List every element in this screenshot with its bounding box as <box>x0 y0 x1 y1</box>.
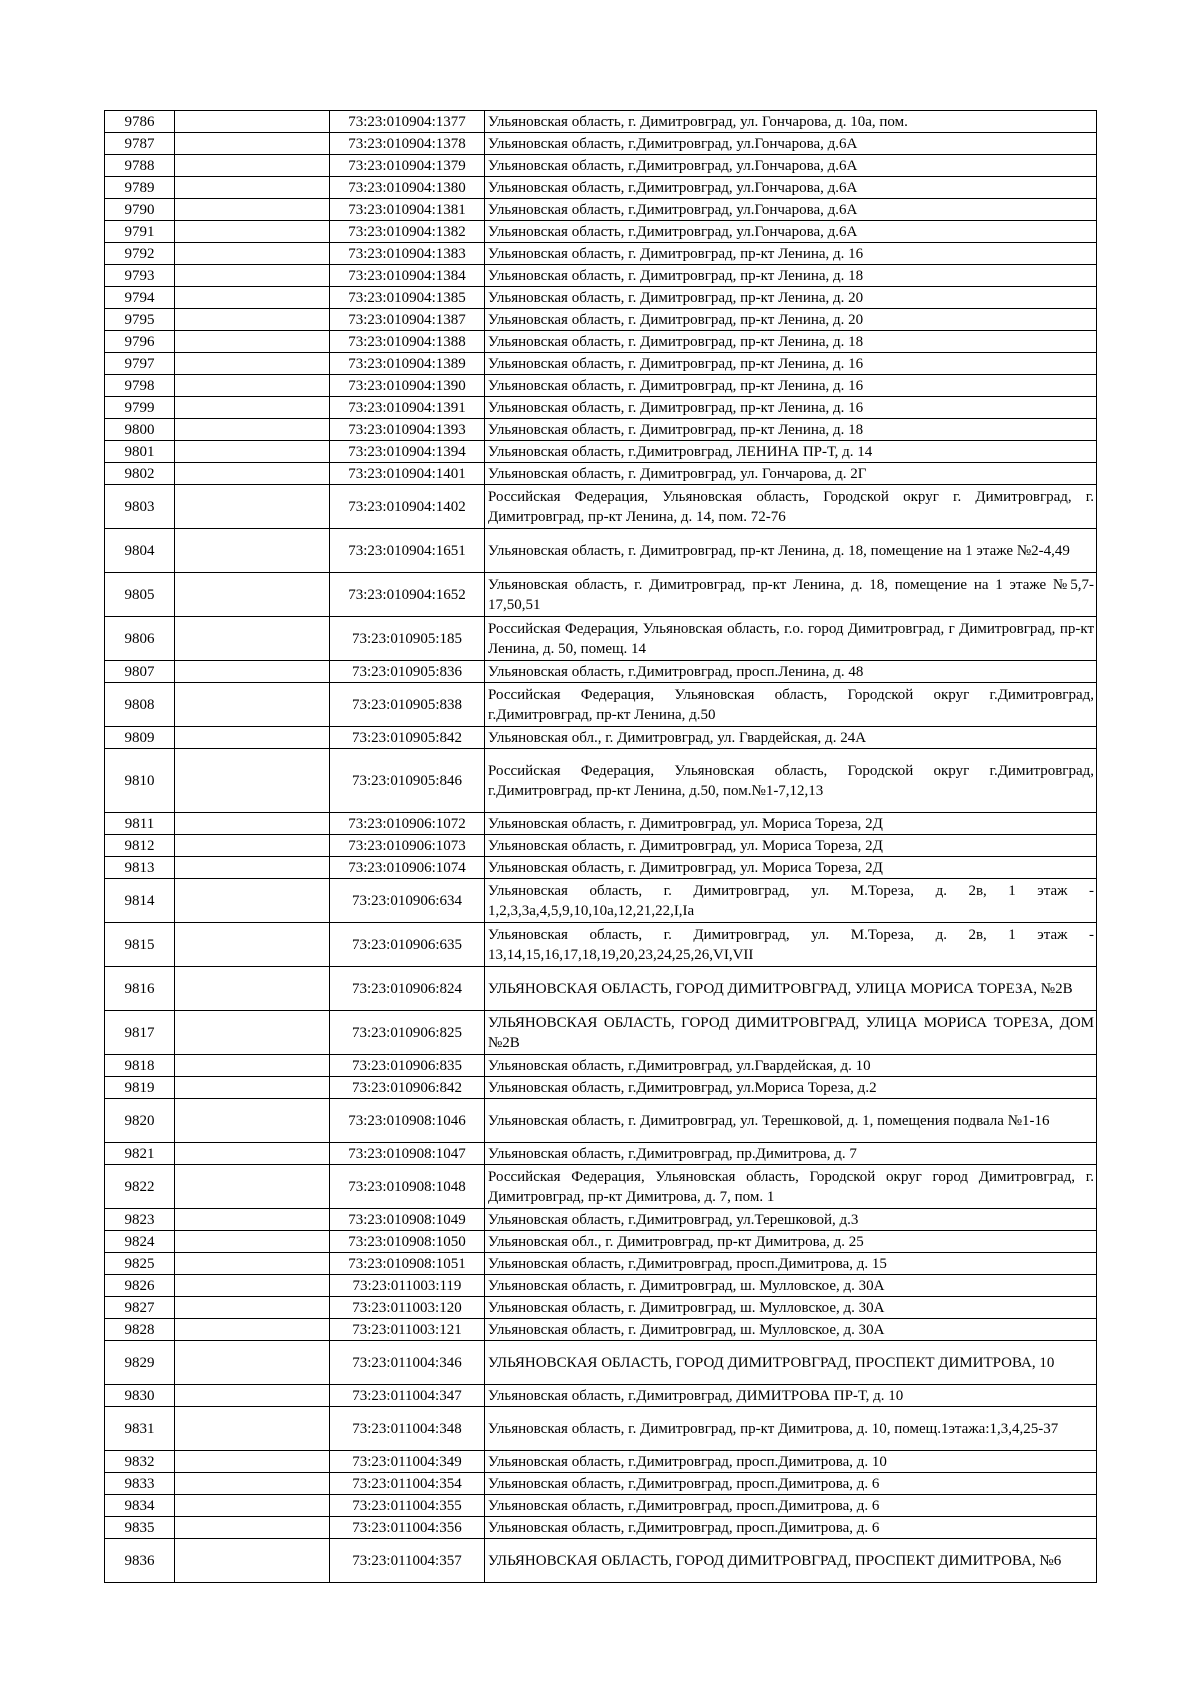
empty-cell <box>175 1319 330 1341</box>
row-number-cell: 9798 <box>105 375 175 397</box>
empty-cell <box>175 331 330 353</box>
row-number-cell: 9804 <box>105 529 175 573</box>
address-cell: Ульяновская область, г. Димитровград, пр-кт Ленина, д. 16 <box>485 375 1097 397</box>
empty-cell <box>175 111 330 133</box>
table-row <box>105 155 1097 177</box>
address-cell: Ульяновская обл., г. Димитровград, ул. Гвардейская, д. 24А <box>485 727 1097 749</box>
empty-cell <box>175 221 330 243</box>
row-number-cell: 9801 <box>105 441 175 463</box>
empty-cell <box>175 749 330 813</box>
row-number-cell: 9794 <box>105 287 175 309</box>
row-number-cell: 9788 <box>105 155 175 177</box>
empty-cell <box>175 265 330 287</box>
address-cell: Ульяновская область, г.Димитровград, просп.Димитрова, д. 15 <box>485 1253 1097 1275</box>
address-cell: Ульяновская область, г. Димитровград, ш. Мулловское, д. 30А <box>485 1319 1097 1341</box>
cadastral-number-cell: 73:23:010905:838 <box>330 683 485 727</box>
address-cell: Ульяновская область, г. Димитровград, пр-кт Ленина, д. 16 <box>485 353 1097 375</box>
address-cell: Ульяновская область, г.Димитровград, ул.Мориса Тореза, д.2 <box>485 1077 1097 1099</box>
row-number-cell: 9805 <box>105 573 175 617</box>
row-number-cell: 9786 <box>105 111 175 133</box>
cadastral-number-cell: 73:23:011004:357 <box>330 1539 485 1583</box>
address-cell: Ульяновская область, г. Димитровград, пр-кт Димитрова, д. 10, помещ.1этажа:1,3,4,25-37 <box>485 1407 1097 1451</box>
cadastral-number-cell: 73:23:010904:1377 <box>330 111 485 133</box>
address-cell: Ульяновская область, г.Димитровград, ул.Терешковой, д.3 <box>485 1209 1097 1231</box>
cadastral-number-cell: 73:23:010904:1401 <box>330 463 485 485</box>
row-number-cell: 9825 <box>105 1253 175 1275</box>
table-row <box>105 813 1097 835</box>
address-cell: Ульяновская область, г.Димитровград, просп.Димитрова, д. 6 <box>485 1495 1097 1517</box>
table-row <box>105 879 1097 923</box>
address-cell: Ульяновская область, г. Димитровград, ул. М.Тореза, д. 2в, 1 этаж - 13,14,15,16,17,18,19,20,23,24,25,26,VI,VII <box>485 923 1097 967</box>
table-row <box>105 617 1097 661</box>
address-cell: Ульяновская область, г.Димитровград, ул.Гончарова, д.6А <box>485 221 1097 243</box>
row-number-cell: 9808 <box>105 683 175 727</box>
row-number-cell: 9789 <box>105 177 175 199</box>
empty-cell <box>175 1209 330 1231</box>
row-number-cell: 9799 <box>105 397 175 419</box>
row-number-cell: 9834 <box>105 1495 175 1517</box>
empty-cell <box>175 857 330 879</box>
address-cell: Ульяновская область, г.Димитровград, просп.Димитрова, д. 6 <box>485 1517 1097 1539</box>
table-row <box>105 463 1097 485</box>
table-row <box>105 1099 1097 1143</box>
table-row <box>105 1473 1097 1495</box>
empty-cell <box>175 683 330 727</box>
address-cell: Ульяновская область, г. Димитровград, ул. Мориса Тореза, 2Д <box>485 835 1097 857</box>
table-row <box>105 683 1097 727</box>
cadastral-number-cell: 73:23:010906:634 <box>330 879 485 923</box>
cadastral-number-cell: 73:23:010904:1378 <box>330 133 485 155</box>
table-row <box>105 1385 1097 1407</box>
cadastral-number-cell: 73:23:010908:1049 <box>330 1209 485 1231</box>
empty-cell <box>175 661 330 683</box>
row-number-cell: 9824 <box>105 1231 175 1253</box>
table-row <box>105 133 1097 155</box>
row-number-cell: 9812 <box>105 835 175 857</box>
cadastral-number-cell: 73:23:010906:1074 <box>330 857 485 879</box>
address-cell: Ульяновская область, г. Димитровград, ул. Гончарова, д. 10а, пом. <box>485 111 1097 133</box>
row-number-cell: 9829 <box>105 1341 175 1385</box>
address-cell: Ульяновская область, г. Димитровград, ш. Мулловское, д. 30А <box>485 1275 1097 1297</box>
table-row <box>105 243 1097 265</box>
table-row <box>105 1297 1097 1319</box>
row-number-cell: 9820 <box>105 1099 175 1143</box>
table-row <box>105 397 1097 419</box>
empty-cell <box>175 441 330 463</box>
table-row <box>105 1517 1097 1539</box>
table-row <box>105 1253 1097 1275</box>
table-row <box>105 1341 1097 1385</box>
cadastral-number-cell: 73:23:011004:348 <box>330 1407 485 1451</box>
cadastral-number-cell: 73:23:010905:846 <box>330 749 485 813</box>
empty-cell <box>175 375 330 397</box>
address-cell: Ульяновская область, г.Димитровград, ул.Гвардейская, д. 10 <box>485 1055 1097 1077</box>
empty-cell <box>175 287 330 309</box>
row-number-cell: 9796 <box>105 331 175 353</box>
address-cell: Российская Федерация, Ульяновская область, Городской округ г. Димитровград, г. Димитровград, пр-кт Ленина, д. 14, пом. 72-76 <box>485 485 1097 529</box>
table-row <box>105 1275 1097 1297</box>
address-cell: Ульяновская область, г.Димитровград, просп.Димитрова, д. 10 <box>485 1451 1097 1473</box>
cadastral-number-cell: 73:23:010904:1385 <box>330 287 485 309</box>
table-row <box>105 573 1097 617</box>
address-cell: Ульяновская область, г. Димитровград, пр-кт Ленина, д. 18, помещение на 1 этаже №2-4,49 <box>485 529 1097 573</box>
empty-cell <box>175 835 330 857</box>
empty-cell <box>175 133 330 155</box>
cadastral-number-cell: 73:23:010905:185 <box>330 617 485 661</box>
address-cell: Ульяновская область, г.Димитровград, ЛЕНИНА ПР-Т, д. 14 <box>485 441 1097 463</box>
empty-cell <box>175 617 330 661</box>
table-row <box>105 441 1097 463</box>
table-row <box>105 1231 1097 1253</box>
cadastral-number-cell: 73:23:010906:635 <box>330 923 485 967</box>
table-row <box>105 375 1097 397</box>
empty-cell <box>175 1407 330 1451</box>
row-number-cell: 9821 <box>105 1143 175 1165</box>
table-row <box>105 287 1097 309</box>
cadastral-number-cell: 73:23:010904:1389 <box>330 353 485 375</box>
table-row <box>105 749 1097 813</box>
empty-cell <box>175 1253 330 1275</box>
empty-cell <box>175 1275 330 1297</box>
empty-cell <box>175 177 330 199</box>
cadastral-number-cell: 73:23:011003:120 <box>330 1297 485 1319</box>
empty-cell <box>175 419 330 441</box>
cadastral-number-cell: 73:23:011003:121 <box>330 1319 485 1341</box>
cadastral-number-cell: 73:23:010906:1073 <box>330 835 485 857</box>
row-number-cell: 9826 <box>105 1275 175 1297</box>
cadastral-number-cell: 73:23:010908:1051 <box>330 1253 485 1275</box>
table-row <box>105 857 1097 879</box>
empty-cell <box>175 155 330 177</box>
row-number-cell: 9791 <box>105 221 175 243</box>
row-number-cell: 9807 <box>105 661 175 683</box>
address-cell: УЛЬЯНОВСКАЯ ОБЛАСТЬ, ГОРОД ДИМИТРОВГРАД, ПРОСПЕКТ ДИМИТРОВА, №6 <box>485 1539 1097 1583</box>
row-number-cell: 9797 <box>105 353 175 375</box>
table-row <box>105 1407 1097 1451</box>
table-row <box>105 967 1097 1011</box>
address-cell: Ульяновская область, г. Димитровград, ул. Мориса Тореза, 2Д <box>485 813 1097 835</box>
table-row <box>105 485 1097 529</box>
table-row <box>105 1143 1097 1165</box>
address-cell: Ульяновская область, г. Димитровград, пр-кт Ленина, д. 18 <box>485 419 1097 441</box>
address-cell: Ульяновская область, г. Димитровград, пр-кт Ленина, д. 18 <box>485 265 1097 287</box>
cadastral-number-cell: 73:23:010906:835 <box>330 1055 485 1077</box>
row-number-cell: 9792 <box>105 243 175 265</box>
row-number-cell: 9819 <box>105 1077 175 1099</box>
cadastral-number-cell: 73:23:010908:1050 <box>330 1231 485 1253</box>
table-row <box>105 353 1097 375</box>
empty-cell <box>175 727 330 749</box>
row-number-cell: 9809 <box>105 727 175 749</box>
cadastral-number-cell: 73:23:010905:836 <box>330 661 485 683</box>
table-row <box>105 331 1097 353</box>
cadastral-number-cell: 73:23:010904:1384 <box>330 265 485 287</box>
table-row <box>105 661 1097 683</box>
table-row <box>105 1451 1097 1473</box>
row-number-cell: 9818 <box>105 1055 175 1077</box>
empty-cell <box>175 529 330 573</box>
row-number-cell: 9793 <box>105 265 175 287</box>
table-row <box>105 1319 1097 1341</box>
address-cell: Ульяновская область, г. Димитровград, пр-кт Ленина, д. 20 <box>485 309 1097 331</box>
row-number-cell: 9814 <box>105 879 175 923</box>
table-row <box>105 835 1097 857</box>
row-number-cell: 9830 <box>105 1385 175 1407</box>
empty-cell <box>175 1539 330 1583</box>
table-row <box>105 265 1097 287</box>
empty-cell <box>175 353 330 375</box>
cadastral-number-cell: 73:23:010904:1382 <box>330 221 485 243</box>
address-cell: Ульяновская область, г.Димитровград, просп.Димитрова, д. 6 <box>485 1473 1097 1495</box>
empty-cell <box>175 1385 330 1407</box>
cadastral-number-cell: 73:23:010906:842 <box>330 1077 485 1099</box>
cadastral-number-cell: 73:23:010904:1388 <box>330 331 485 353</box>
empty-cell <box>175 463 330 485</box>
cadastral-number-cell: 73:23:010905:842 <box>330 727 485 749</box>
cadastral-number-cell: 73:23:010908:1047 <box>330 1143 485 1165</box>
cadastral-number-cell: 73:23:011004:356 <box>330 1517 485 1539</box>
empty-cell <box>175 1297 330 1319</box>
address-cell: Ульяновская область, г. Димитровград, пр-кт Ленина, д. 18, помещение на 1 этаже №5,7-17,50,51 <box>485 573 1097 617</box>
table-row <box>105 199 1097 221</box>
table-row <box>105 177 1097 199</box>
row-number-cell: 9822 <box>105 1165 175 1209</box>
row-number-cell: 9832 <box>105 1451 175 1473</box>
empty-cell <box>175 1143 330 1165</box>
cadastral-number-cell: 73:23:010906:1072 <box>330 813 485 835</box>
address-cell: УЛЬЯНОВСКАЯ ОБЛАСТЬ, ГОРОД ДИМИТРОВГРАД, УЛИЦА МОРИСА ТОРЕЗА, ДОМ №2В <box>485 1011 1097 1055</box>
empty-cell <box>175 923 330 967</box>
cadastral-number-cell: 73:23:010904:1394 <box>330 441 485 463</box>
empty-cell <box>175 485 330 529</box>
empty-cell <box>175 879 330 923</box>
cadastral-number-cell: 73:23:010904:1402 <box>330 485 485 529</box>
empty-cell <box>175 199 330 221</box>
empty-cell <box>175 1011 330 1055</box>
cadastral-number-cell: 73:23:010904:1383 <box>330 243 485 265</box>
row-number-cell: 9803 <box>105 485 175 529</box>
address-cell: Ульяновская область, г. Димитровград, пр-кт Ленина, д. 18 <box>485 331 1097 353</box>
address-cell: Ульяновская область, г. Димитровград, пр-кт Ленина, д. 20 <box>485 287 1097 309</box>
address-cell: Ульяновская область, г. Димитровград, ул. Гончарова, д. 2Г <box>485 463 1097 485</box>
cadastral-number-cell: 73:23:011003:119 <box>330 1275 485 1297</box>
empty-cell <box>175 243 330 265</box>
address-cell: Ульяновская область, г.Димитровград, ул.Гончарова, д.6А <box>485 199 1097 221</box>
address-cell: Ульяновская область, г.Димитровград, ул.Гончарова, д.6А <box>485 155 1097 177</box>
address-cell: Ульяновская обл., г. Димитровград, пр-кт Димитрова, д. 25 <box>485 1231 1097 1253</box>
row-number-cell: 9817 <box>105 1011 175 1055</box>
row-number-cell: 9811 <box>105 813 175 835</box>
row-number-cell: 9800 <box>105 419 175 441</box>
empty-cell <box>175 813 330 835</box>
row-number-cell: 9802 <box>105 463 175 485</box>
cadastral-number-cell: 73:23:010904:1381 <box>330 199 485 221</box>
register-body <box>105 111 1097 1583</box>
address-cell: Российская Федерация, Ульяновская область, г.о. город Димитровград, г Димитровград, пр-кт Ленина, д. 50, помещ. 14 <box>485 617 1097 661</box>
address-cell: Российская Федерация, Ульяновская область, Городской округ город Димитровград, г. Димитровград, пр-кт Димитрова, д. 7, пом. 1 <box>485 1165 1097 1209</box>
cadastral-number-cell: 73:23:010904:1393 <box>330 419 485 441</box>
table-row <box>105 309 1097 331</box>
empty-cell <box>175 1495 330 1517</box>
address-cell: Российская Федерация, Ульяновская область, Городской округ г.Димитровград, г.Димитровград, пр-кт Ленина, д.50, пом.№1-7,12,13 <box>485 749 1097 813</box>
table-row <box>105 1495 1097 1517</box>
table-row <box>105 221 1097 243</box>
empty-cell <box>175 1517 330 1539</box>
table-row <box>105 1209 1097 1231</box>
empty-cell <box>175 1055 330 1077</box>
cadastral-number-cell: 73:23:010904:1390 <box>330 375 485 397</box>
cadastral-number-cell: 73:23:010908:1048 <box>330 1165 485 1209</box>
cadastral-number-cell: 73:23:010904:1379 <box>330 155 485 177</box>
cadastral-number-cell: 73:23:011004:347 <box>330 1385 485 1407</box>
row-number-cell: 9823 <box>105 1209 175 1231</box>
empty-cell <box>175 1165 330 1209</box>
address-cell: Российская Федерация, Ульяновская область, Городской округ г.Димитровград, г.Димитровград, пр-кт Ленина, д.50 <box>485 683 1097 727</box>
cadastral-number-cell: 73:23:010904:1651 <box>330 529 485 573</box>
empty-cell <box>175 1341 330 1385</box>
table-row <box>105 529 1097 573</box>
cadastral-number-cell: 73:23:011004:349 <box>330 1451 485 1473</box>
table-row <box>105 419 1097 441</box>
empty-cell <box>175 309 330 331</box>
empty-cell <box>175 397 330 419</box>
table-row <box>105 111 1097 133</box>
address-cell: Ульяновская область, г.Димитровград, ул.Гончарова, д.6А <box>485 177 1097 199</box>
address-cell: Ульяновская область, г. Димитровград, ул. Терешковой, д. 1, помещения подвала №1-16 <box>485 1099 1097 1143</box>
row-number-cell: 9828 <box>105 1319 175 1341</box>
table-row <box>105 1077 1097 1099</box>
address-cell: Ульяновская область, г. Димитровград, пр-кт Ленина, д. 16 <box>485 397 1097 419</box>
cadastral-number-cell: 73:23:010906:825 <box>330 1011 485 1055</box>
empty-cell <box>175 1473 330 1495</box>
row-number-cell: 9827 <box>105 1297 175 1319</box>
row-number-cell: 9835 <box>105 1517 175 1539</box>
cadastral-number-cell: 73:23:010904:1387 <box>330 309 485 331</box>
property-register-table <box>104 110 1097 1583</box>
empty-cell <box>175 1099 330 1143</box>
address-cell: Ульяновская область, г.Димитровград, пр.Димитрова, д. 7 <box>485 1143 1097 1165</box>
row-number-cell: 9815 <box>105 923 175 967</box>
cadastral-number-cell: 73:23:011004:354 <box>330 1473 485 1495</box>
address-cell: Ульяновская область, г.Димитровград, просп.Ленина, д. 48 <box>485 661 1097 683</box>
cadastral-number-cell: 73:23:010906:824 <box>330 967 485 1011</box>
cadastral-number-cell: 73:23:010904:1380 <box>330 177 485 199</box>
address-cell: УЛЬЯНОВСКАЯ ОБЛАСТЬ, ГОРОД ДИМИТРОВГРАД, ПРОСПЕКТ ДИМИТРОВА, 10 <box>485 1341 1097 1385</box>
address-cell: Ульяновская область, г. Димитровград, ш. Мулловское, д. 30А <box>485 1297 1097 1319</box>
empty-cell <box>175 1451 330 1473</box>
row-number-cell: 9813 <box>105 857 175 879</box>
table-row <box>105 1539 1097 1583</box>
empty-cell <box>175 1077 330 1099</box>
address-cell: Ульяновская область, г. Димитровград, ул. М.Тореза, д. 2в, 1 этаж - 1,2,3,3а,4,5,9,10,10а,12,21,22,I,Ia <box>485 879 1097 923</box>
row-number-cell: 9816 <box>105 967 175 1011</box>
table-row <box>105 727 1097 749</box>
row-number-cell: 9831 <box>105 1407 175 1451</box>
table-row <box>105 1011 1097 1055</box>
table-row <box>105 923 1097 967</box>
cadastral-number-cell: 73:23:011004:346 <box>330 1341 485 1385</box>
table-row <box>105 1055 1097 1077</box>
empty-cell <box>175 1231 330 1253</box>
cadastral-number-cell: 73:23:010904:1652 <box>330 573 485 617</box>
address-cell: Ульяновская область, г.Димитровград, ДИМИТРОВА ПР-Т, д. 10 <box>485 1385 1097 1407</box>
row-number-cell: 9787 <box>105 133 175 155</box>
row-number-cell: 9795 <box>105 309 175 331</box>
cadastral-number-cell: 73:23:010908:1046 <box>330 1099 485 1143</box>
address-cell: Ульяновская область, г.Димитровград, ул.Гончарова, д.6А <box>485 133 1097 155</box>
table-row <box>105 1165 1097 1209</box>
row-number-cell: 9833 <box>105 1473 175 1495</box>
row-number-cell: 9806 <box>105 617 175 661</box>
row-number-cell: 9790 <box>105 199 175 221</box>
empty-cell <box>175 573 330 617</box>
address-cell: УЛЬЯНОВСКАЯ ОБЛАСТЬ, ГОРОД ДИМИТРОВГРАД, УЛИЦА МОРИСА ТОРЕЗА, №2В <box>485 967 1097 1011</box>
row-number-cell: 9810 <box>105 749 175 813</box>
empty-cell <box>175 967 330 1011</box>
address-cell: Ульяновская область, г. Димитровград, ул. Мориса Тореза, 2Д <box>485 857 1097 879</box>
cadastral-number-cell: 73:23:011004:355 <box>330 1495 485 1517</box>
address-cell: Ульяновская область, г. Димитровград, пр-кт Ленина, д. 16 <box>485 243 1097 265</box>
row-number-cell: 9836 <box>105 1539 175 1583</box>
cadastral-number-cell: 73:23:010904:1391 <box>330 397 485 419</box>
